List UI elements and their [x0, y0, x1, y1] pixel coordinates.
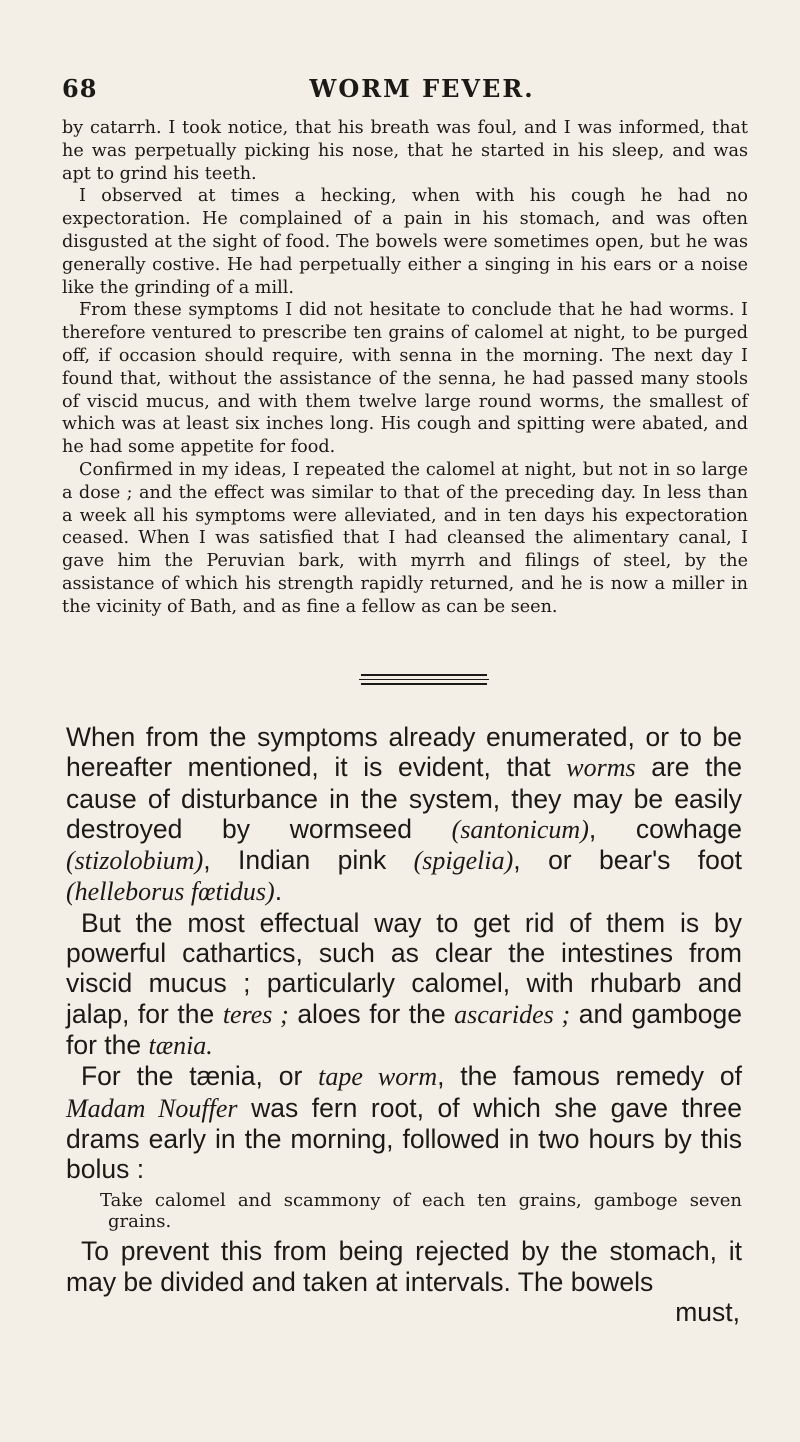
paragraph: by catarrh. I took notice, that his breath was foul, and I was informed, that he was perpetually picking his nose, that he started in his sleep, and was apt to grind his teeth. — [62, 118, 748, 184]
catchword: must, — [675, 1297, 740, 1328]
paragraph: To prevent this from being rejected by the stomach, it may be divided and taken at intervals. The bowels — [66, 1236, 742, 1297]
running-head: WORM FEVER. — [309, 74, 535, 103]
treatment-text — [66, 722, 742, 1327]
paragraph: Confirmed in my ideas, I repeated the calomel at night, but not in so large a dose ; and the effect was similar to that of the preceding day. In less than a week all his symptoms were alleviated, and in ten days his expectoration ceased. When I was satisfied that I had cleansed the alimentary canal, I gave him the Peruvian bark, with myrrh and filings of steel, by the assistance of which his strength rapidly returned, and he is now a miller in the vicinity of Bath, and as fine a fellow as can be seen. — [62, 459, 748, 617]
recipe: Take calomel and scammony of each ten grains, gamboge seven grains. — [100, 1190, 742, 1233]
paragraph: When from the symptoms already enumerated, or to be hereafter mentioned, it is evident, that worms are the cause of disturbance in the system, they may be easily destroyed by wormseed (santonicum), cowhage (stizolobium), Indian pink (spigelia), or bear's foot (helleborus fœtidus). — [66, 722, 742, 907]
paragraph: From these symptoms I did not hesitate to conclude that he had worms. I therefore ventured to prescribe ten grains of calomel at night, to be purged off, if occasion should require, with senna in the morning. The next day I found that, without the assistance of the senna, he had passed many stools of viscid mucus, and with them twelve large round worms, the smallest of which was at least six inches long. His cough and spitting were abated, and he had some appetite for food. — [62, 300, 748, 458]
page-header — [62, 74, 742, 108]
case-narrative — [62, 117, 748, 619]
paragraph: But the most effectual way to get rid of them is by powerful cathartics, such as clear the intestines from viscid mucus ; particularly calomel, with rhubarb and jalap, for the teres ; aloes for the ascarides ; and gamboge for the tænia. — [66, 907, 742, 1060]
section-divider — [359, 674, 489, 688]
paragraph: I observed at times a hecking, when with his cough he had no expectoration. He complained of a pain in his stomach, and was often disgusted at the sight of food. The bowels were sometimes open, but he was generally costive. He had perpetually either a singing in his ears or a noise like the grinding of a mill. — [62, 186, 748, 298]
paragraph: For the tænia, or tape worm, the famous remedy of Madam Nouffer was fern root, of which she gave three drams early in the morning, followed in two hours by this bolus : — [66, 1061, 742, 1185]
page-number: 68 — [62, 74, 98, 103]
